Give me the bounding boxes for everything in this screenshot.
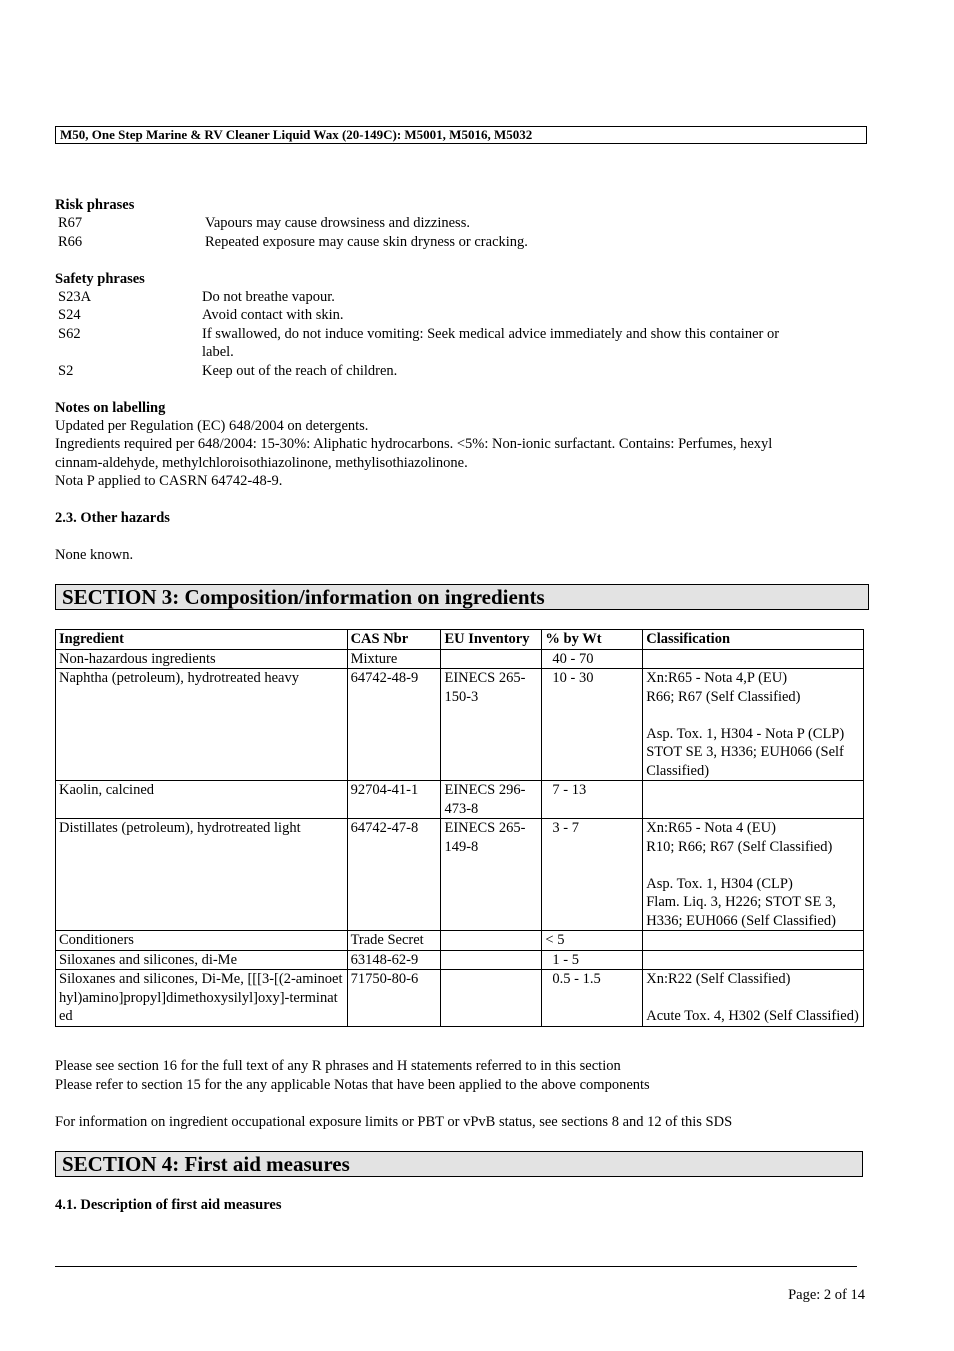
classification-cell (643, 950, 864, 970)
safety-text: Do not breathe vapour. (202, 289, 335, 305)
column-header: EU Inventory (441, 630, 542, 650)
cas-cell: 63148-62-9 (347, 950, 441, 970)
classification-spacer (646, 706, 860, 725)
cas-cell: Mixture (347, 649, 441, 669)
notes-line: Ingredients required per 648/2004: 15-30%: Aliphatic hydrocarbons. <5%: Non-ionic surfactant. Contains: Perfumes, hexyl (55, 436, 773, 452)
classification-line: STOT SE 3, H336; EUH066 (Self Classified) (646, 744, 844, 779)
classification-line: R66; R67 (Self Classified) (646, 688, 801, 705)
cas-cell: 64742-48-9 (347, 669, 441, 781)
eu-cell (441, 970, 542, 1027)
column-header: % by Wt (542, 630, 643, 650)
cas-cell: Trade Secret (347, 931, 441, 951)
other-hazards-heading: 2.3. Other hazards (55, 510, 170, 526)
other-hazards-text: None known. (55, 547, 134, 563)
cas-cell: 71750-80-6 (347, 970, 441, 1027)
ingredient-cell: Distillates (petroleum), hydrotreated light (56, 819, 348, 931)
classification-line: Asp. Tox. 1, H304 (CLP) (646, 875, 793, 892)
classification-cell (643, 819, 864, 931)
classification-line: Xn:R65 - Nota 4,P (EU) (646, 670, 788, 686)
ingredient-cell: Conditioners (56, 931, 348, 951)
page-number: Page: 2 of 14 (788, 1287, 865, 1303)
classification-cell (643, 669, 864, 781)
ingredient-cell: Kaolin, calcined (56, 781, 348, 819)
pct-cell: 7 - 13 (542, 781, 643, 819)
ingredient-cell: Siloxanes and silicones, Di-Me, [[[3-[(2-aminoethyl)amino]propyl]dimethoxysilyl]oxy]-terminated (56, 970, 348, 1027)
classification-spacer (646, 856, 860, 875)
classification-line: Xn:R65 - Nota 4 (EU) (646, 820, 776, 836)
risk-text: Vapours may cause drowsiness and dizziness. (205, 215, 470, 231)
section-3-note: Please refer to section 15 for the any applicable Notas that have been applied to the above components (55, 1077, 650, 1093)
pct-cell: 3 - 7 (542, 819, 643, 931)
ingredient-cell: Siloxanes and silicones, di-Me (56, 950, 348, 970)
pct-cell: 40 - 70 (542, 649, 643, 669)
section-3-note: Please see section 16 for the full text of any R phrases and H statements referred to in this section (55, 1058, 621, 1074)
classification-cell (643, 649, 864, 669)
safety-code: S23A (58, 289, 92, 305)
cas-cell: 64742-47-8 (347, 819, 441, 931)
pct-cell: < 5 (542, 931, 643, 951)
notes-line: cinnam-aldehyde, methylchloroisothiazolinone, methylisothiazolinone. (55, 455, 468, 471)
classification-line: Asp. Tox. 1, H304 - Nota P (CLP) (646, 725, 845, 742)
document-header-title: M50, One Step Marine & RV Cleaner Liquid Wax (20-149C): M5001, M5016, M5032 (55, 126, 867, 144)
notes-line: Nota P applied to CASRN 64742-48-9. (55, 473, 283, 489)
classification-cell (643, 781, 864, 819)
eu-cell (441, 950, 542, 970)
section-3-note: For information on ingredient occupational exposure limits or PBT or vPvB status, see sections 8 and 12 of this SDS (55, 1114, 733, 1130)
ingredient-cell: Non-hazardous ingredients (56, 649, 348, 669)
pct-cell: 1 - 5 (542, 950, 643, 970)
safety-code: S2 (58, 363, 74, 379)
table-row (56, 931, 864, 951)
risk-phrases-heading: Risk phrases (55, 197, 135, 213)
cas-cell: 92704-41-1 (347, 781, 441, 819)
eu-cell: EINECS 296-473-8 (441, 781, 542, 819)
eu-cell (441, 931, 542, 951)
column-header: Ingredient (56, 630, 348, 650)
table-row (56, 669, 864, 781)
pct-cell: 10 - 30 (542, 669, 643, 781)
safety-phrases-heading: Safety phrases (55, 271, 145, 287)
section-3-title: SECTION 3: Composition/information on ingredients (55, 584, 869, 610)
risk-text: Repeated exposure may cause skin dryness or cracking. (205, 234, 528, 250)
safety-code: S62 (58, 326, 81, 342)
column-header: Classification (643, 630, 864, 650)
ingredients-table (55, 629, 864, 1027)
table-row (56, 970, 864, 1027)
footer-divider (55, 1266, 857, 1267)
table-row (56, 819, 864, 931)
classification-spacer (646, 989, 860, 1008)
classification-line: Flam. Liq. 3, H226; STOT SE 3, H336; EUH066 (Self Classified) (646, 894, 836, 929)
column-header: CAS Nbr (347, 630, 441, 650)
notes-labelling-heading: Notes on labelling (55, 400, 166, 416)
table-row (56, 950, 864, 970)
section-4-subheading: 4.1. Description of first aid measures (55, 1197, 282, 1213)
eu-cell: EINECS 265-149-8 (441, 819, 542, 931)
safety-text: Avoid contact with skin. (202, 307, 344, 323)
ingredient-cell: Naphtha (petroleum), hydrotreated heavy (56, 669, 348, 781)
safety-text-continued: label. (202, 344, 234, 360)
classification-line: Xn:R22 (Self Classified) (646, 971, 791, 987)
eu-cell (441, 649, 542, 669)
table-row (56, 649, 864, 669)
table-row (56, 781, 864, 819)
safety-text: Keep out of the reach of children. (202, 363, 398, 379)
safety-text: If swallowed, do not induce vomiting: Seek medical advice immediately and show this container or (202, 326, 780, 342)
risk-code: R66 (58, 234, 83, 250)
eu-cell: EINECS 265-150-3 (441, 669, 542, 781)
classification-cell (643, 970, 864, 1027)
safety-code: S24 (58, 307, 81, 323)
classification-line: R10; R66; R67 (Self Classified) (646, 838, 833, 855)
classification-cell (643, 931, 864, 951)
table-header-row (56, 630, 864, 650)
section-4-title: SECTION 4: First aid measures (55, 1151, 863, 1177)
risk-code: R67 (58, 215, 83, 231)
notes-line: Updated per Regulation (EC) 648/2004 on detergents. (55, 418, 369, 434)
pct-cell: 0.5 - 1.5 (542, 970, 643, 1027)
classification-line: Acute Tox. 4, H302 (Self Classified) (646, 1008, 859, 1024)
